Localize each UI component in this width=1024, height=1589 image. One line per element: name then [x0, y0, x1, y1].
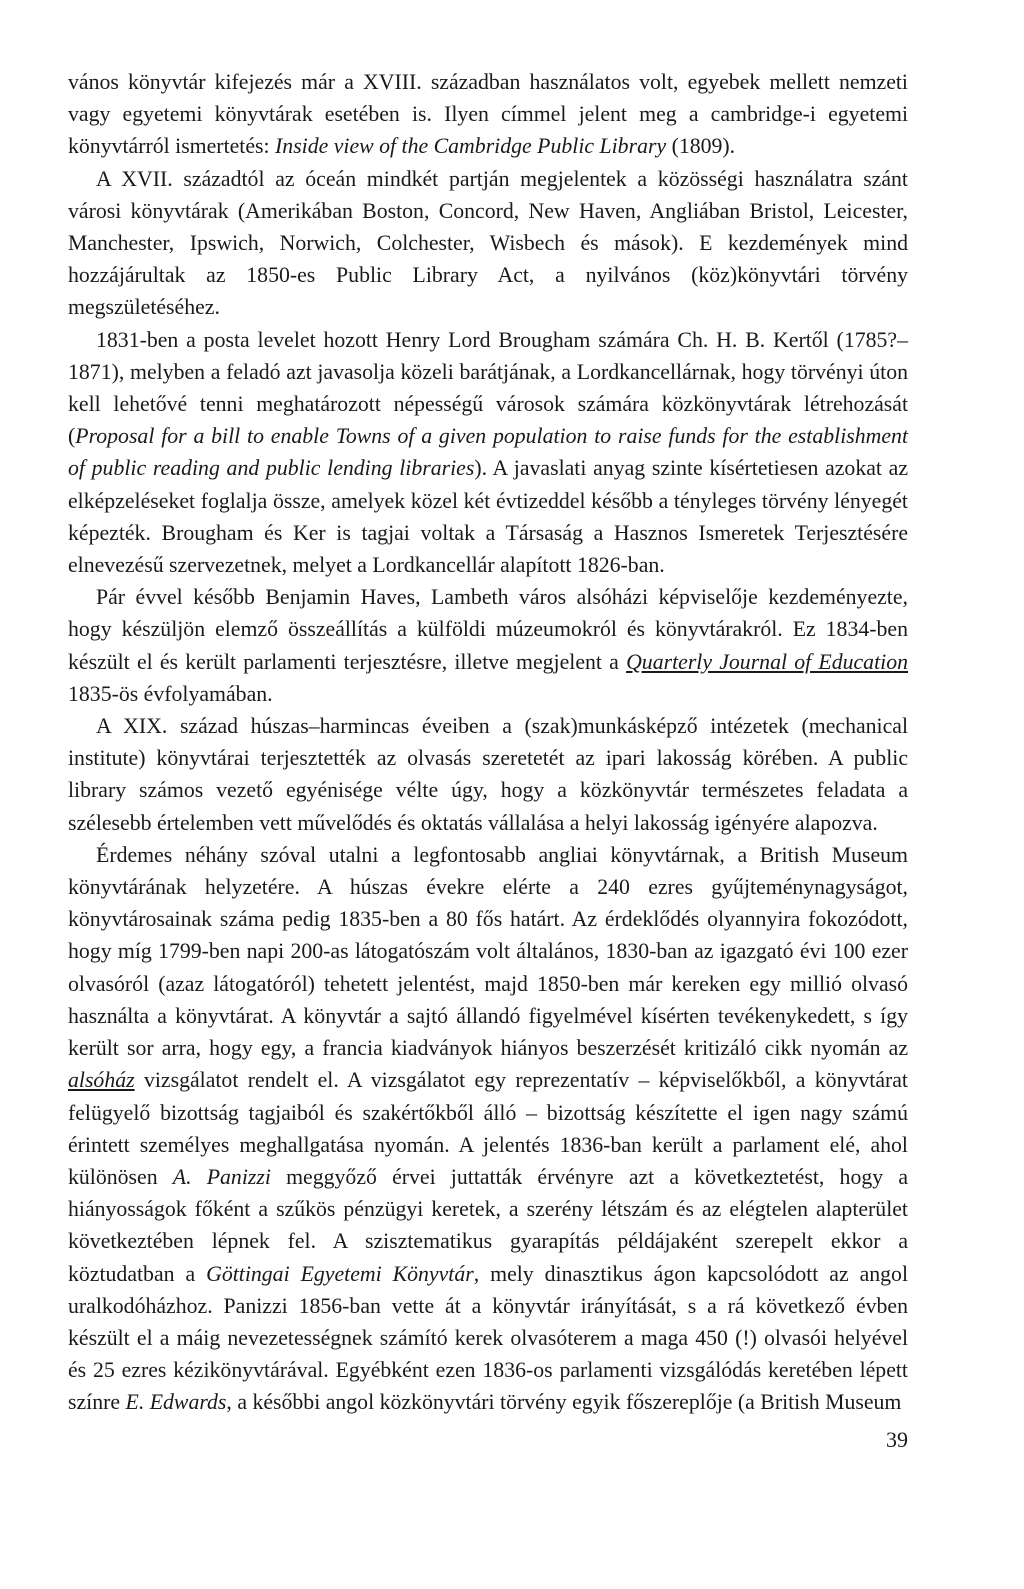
text-run: A XIX. század húszas–harmincas éveiben a (szak)munkásképző intézetek (mechanical institute) könyvtárai terjesztették az olvasás szeretetét az ipari lakosság körében. A public library számos vezető egyénisége vélte úgy, hogy a közkönyvtár természetes feladata a szélesebb értelemben vett művelődés és oktatás vállalása a helyi lakosság igényére alapozva. [68, 714, 908, 835]
underlined-text [626, 650, 908, 674]
text-run: ). A javaslati anyag szinte kísértetiesen azokat az elképzeléseket foglalja össze, amelyek közel két évtizeddel később a tényleges törvény lényegét képezték. Brougham és Ker is tagjai voltak a Társaság a Hasznos Ismeretek Terjesztésére elnevezésű szervezetnek, melyet a Lordkancellár alapított 1826-ban. [68, 456, 908, 578]
italic-text: Göttingai Egyetemi Könyvtár [206, 1261, 474, 1286]
paragraph [68, 710, 908, 839]
paragraph [68, 66, 908, 163]
italic-text: A. Panizzi [172, 1164, 271, 1189]
paragraph [68, 581, 908, 710]
underlined-text [68, 1068, 135, 1092]
page-body [68, 66, 908, 1419]
text-run: , a későbbi angol közkönyvtári törvény egyik főszereplője (a British Museum [226, 1390, 902, 1415]
text-run: Érdemes néhány szóval utalni a legfontosabb angliai könyvtárnak, a British Museum könyvtárának helyzetére. A húszas évekre elérte a 240 ezres gyűjteménynagyságot, könyvtárosainak száma pedig 1835-ben a 80 fős határt. Az érdeklődés olyannyira fokozódott, hogy míg 1799-ben napi 200-as látogatószám volt általános, 1830-ban az igazgató évi 100 ezer olvasóról (azaz látogatóról) tehetett jelentést, majd 1850-ben már kereken egy millió olvasó használta a könyvtárat. A könyvtár a sajtó állandó figyelmével kísérten tevékenykedett, s így került sor arra, hogy egy, a francia kiadványok hiányos beszerzését kritizáló cikk nyomán az [68, 842, 908, 1061]
text-run: Pár évvel később Benjamin Haves, Lambeth város alsóházi képviselője kezdeményezte, hogy készüljön elemző összeállítás a külföldi múzeumokról és könyvtárakról. Ez 1834-ben készült el és került parlamenti terjesztésre, illetve megjelent a [68, 585, 908, 674]
text-run: 1835-ös évfolyamában. [68, 681, 273, 706]
paragraph [68, 324, 908, 582]
italic-text: Proposal for a bill to enable Towns of a given population to raise funds for the establishment of public reading and public lending libraries [68, 424, 908, 481]
text-run: vános könyvtár kifejezés már a XVIII. században használatos volt, egyebek mellett nemzeti vagy egyetemi könyvtárak esetében is. Ilyen címmel jelent meg a cambridge-i egyetemi könyvtárról ismertetés: [68, 70, 908, 159]
paragraph [68, 163, 908, 324]
page-number: 39 [886, 1427, 908, 1452]
italic-text: alsóház [68, 1068, 135, 1093]
italic-text: E. Edwards [125, 1390, 227, 1415]
text-run: , mely dinasztikus ágon kapcsolódott az angol uralkodóházhoz. Panizzi 1856-ban vette át a könyvtár irányítását, s a rá következő évben készült el a máig nevezetességnek számító kerek olvasóterem a maga 450 (!) olvasói helyével és 25 ezres kézikönyvtárával. Egyébként ezen 1836-os parlamenti vizsgálódás keretében lépett színre [68, 1261, 908, 1415]
text-run: (1809). [666, 134, 736, 159]
italic-text: Inside view of the Cambridge Public Library [275, 134, 667, 159]
italic-text: Quarterly Journal of Education [626, 649, 908, 674]
text-run: 1831-ben a posta levelet hozott Henry Lord Brougham számára Ch. H. B. Kertől (1785?–1871), melyben a feladó azt javasolja közeli barátjának, a Lordkancellárnak, hogy törvényi úton kell lehetővé tenni meghatározott népességű városok számára közkönyvtárak létrehozását ( [68, 327, 908, 449]
paragraph [68, 839, 908, 1419]
text-run: meggyőző érvei juttatták érvényre azt a következtetést, hogy a hiányosságok főként a szűkös pénzügyi keretek, a szerény létszám és az elégtelen alapterület következtében lépnek fel. A szisztematikus gyarapítás példájaként szerepelt ekkor a köztudatban a [68, 1164, 908, 1286]
text-run: vizsgálatot rendelt el. A vizsgálatot egy reprezentatív – képviselőkből, a könyvtárat felügyelő bizottság tagjaiból és szakértőkből álló – bizottság készítette el igen nagy számú érintett személyes meghallgatása nyomán. A jelentés 1836-ban került a parlament elé, ahol különösen [68, 1068, 908, 1189]
text-run: A XVII. századtól az óceán mindkét partján megjelentek a közösségi használatra szánt városi könyvtárak (Amerikában Boston, Concord, New Haven, Angliában Bristol, Leicester, Manchester, Ipswich, Norwich, Colchester, Wisbech és mások). E kezdemények mind hozzájárultak az 1850-es Public Library Act, a nyilvános (köz)könyvtári törvény megszületéséhez. [68, 166, 908, 320]
